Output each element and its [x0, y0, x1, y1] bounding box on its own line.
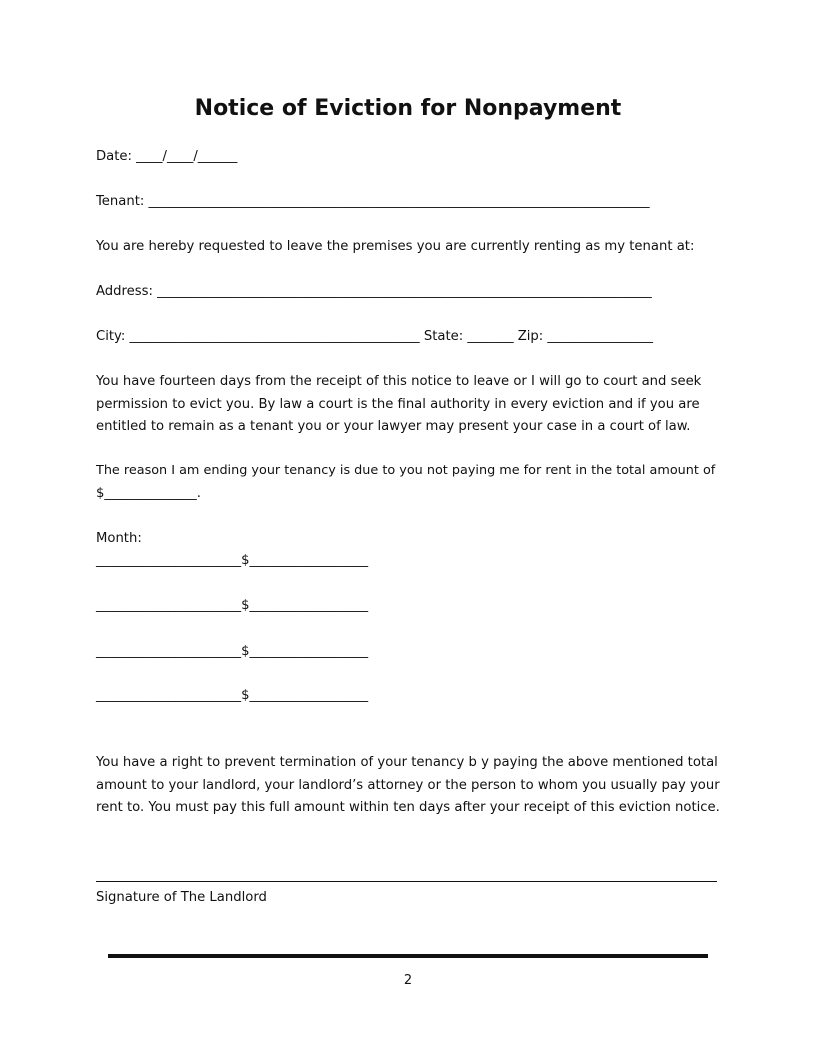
tenant-field-line[interactable]: Tenant: ____________________________________________________________________________: [96, 194, 650, 209]
paragraph-line: You have a right to prevent termination of your tenancy b y paying the above mentioned total: [96, 755, 718, 770]
footer-divider: [108, 954, 708, 958]
signature-label: Signature of The Landlord: [96, 890, 267, 905]
month-label: Month:: [96, 531, 142, 546]
page-number: 2: [403, 973, 413, 988]
paragraph-line: permission to evict you. By law a court is the final authority in every eviction and if you are: [96, 396, 700, 412]
request-statement: You are hereby requested to leave the premises you are currently renting as my tenant at:: [96, 239, 695, 254]
signature-line[interactable]: [96, 881, 717, 882]
month-amount-row[interactable]: ______________________$__________________: [96, 688, 369, 703]
total-amount-field[interactable]: $______________.: [96, 485, 201, 501]
paragraph-line: You have fourteen days from the receipt of this notice to leave or I will go to court and seek: [96, 374, 702, 389]
date-field-line[interactable]: Date: ____/____/______: [96, 149, 238, 164]
paragraph-line: amount to your landlord, your landlord’s attorney or the person to whom you usually pay your: [96, 777, 720, 793]
month-amount-row[interactable]: ______________________$__________________: [96, 644, 369, 659]
address-field-line[interactable]: Address: ___________________________________________________________________________: [96, 284, 652, 299]
paragraph-line: The reason I am ending your tenancy is due to you not paying me for rent in the total amount of: [96, 463, 716, 478]
paragraph-line: rent to. You must pay this full amount within ten days after your receipt of this eviction notice.: [96, 800, 720, 815]
month-amount-row[interactable]: ______________________$__________________: [96, 553, 369, 568]
month-amount-row[interactable]: ______________________$__________________: [96, 598, 369, 613]
paragraph-line: entitled to remain as a tenant you or your lawyer may present your case in a court of law.: [96, 419, 691, 434]
city-state-zip-line[interactable]: City: ____________________________________________ State: _______ Zip: ________________: [96, 329, 653, 344]
page-title: Notice of Eviction for Nonpayment: [194, 96, 622, 121]
